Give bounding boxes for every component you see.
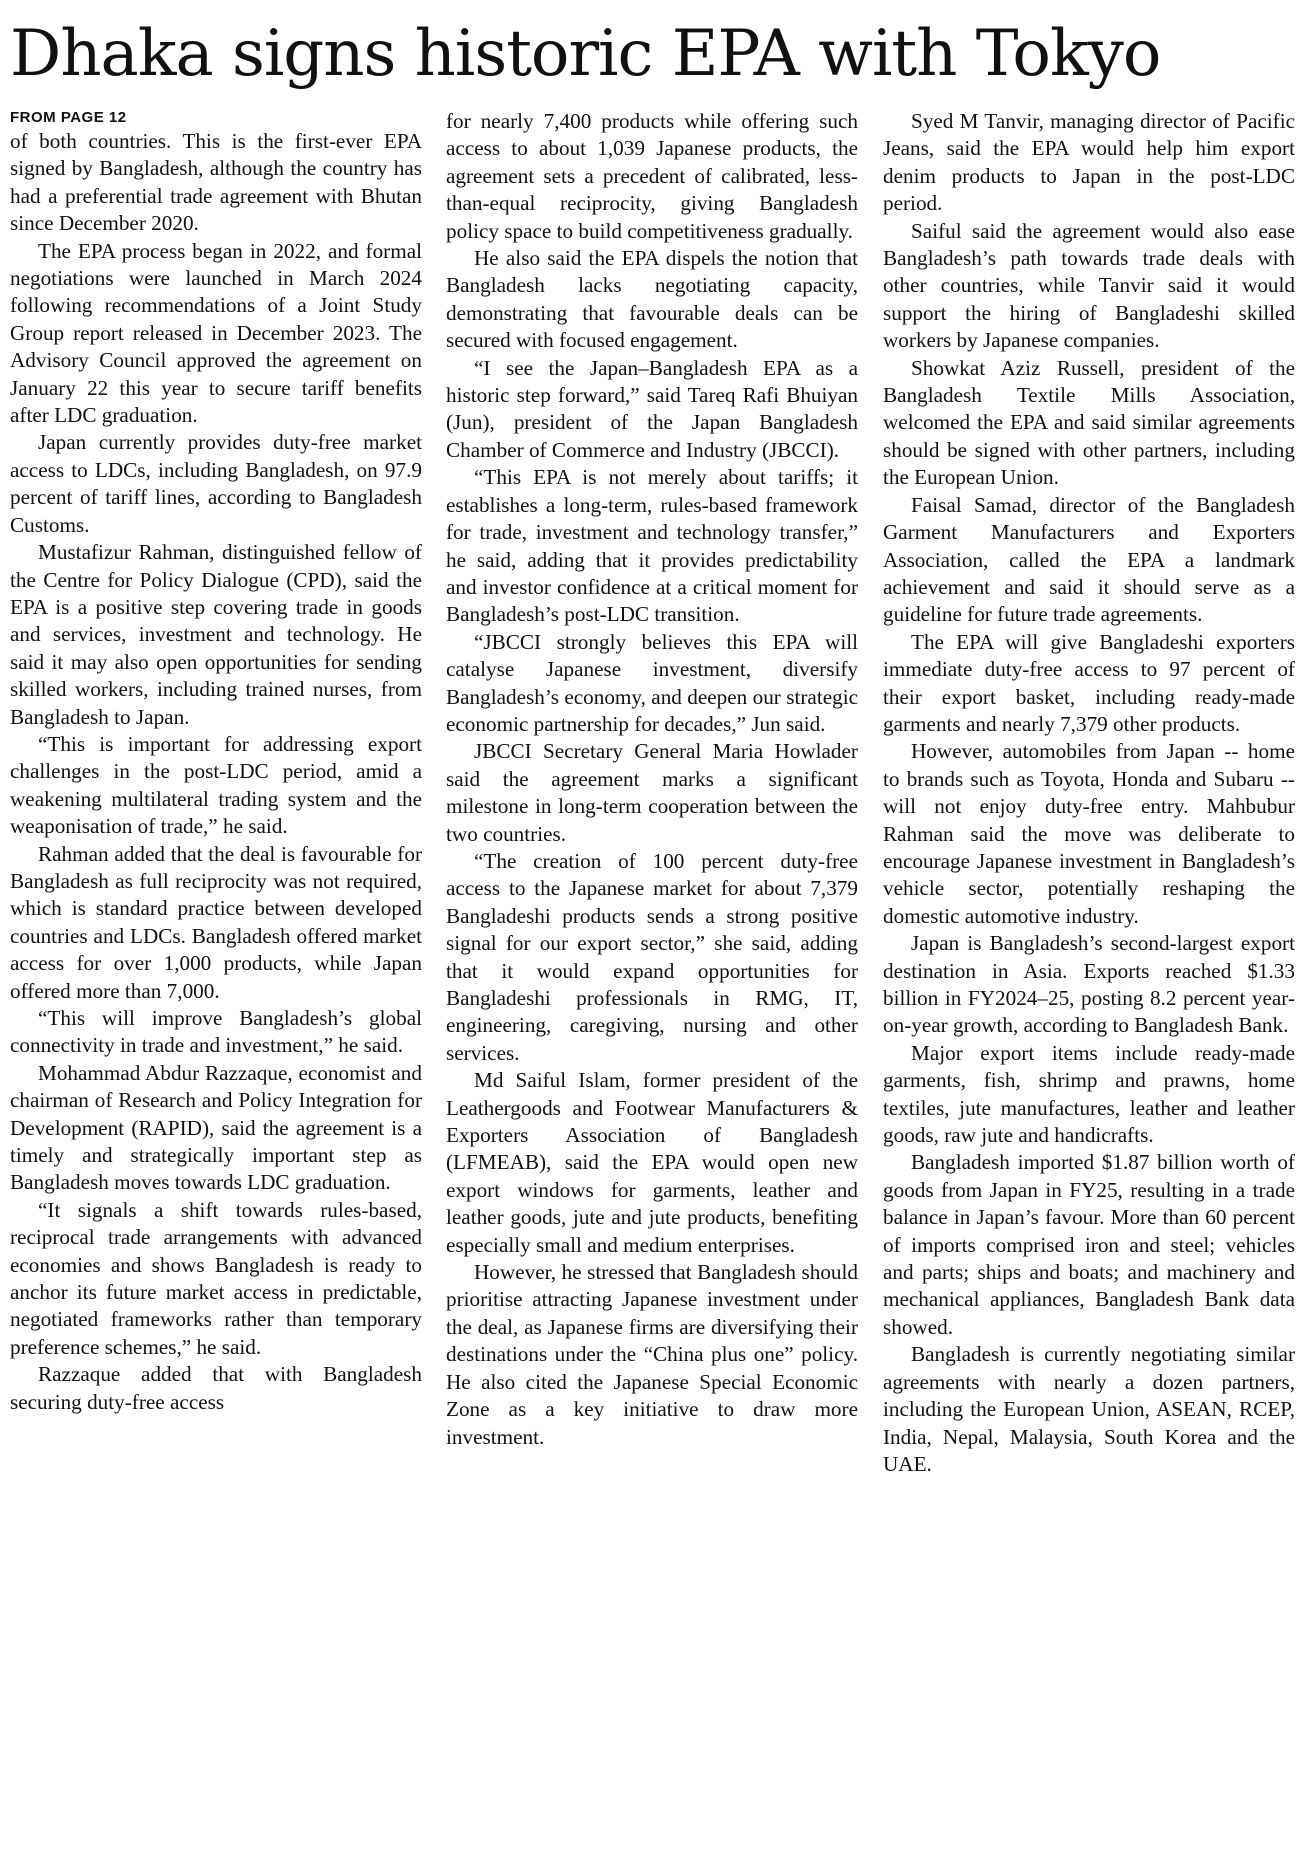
paragraph: Showkat Aziz Russell, president of the Bangladesh Textile Mills Association, welcomed the EPA and said similar agreements should be signed with other partners, including the European Union. [883,355,1295,490]
paragraph: Mohammad Abdur Razzaque, economist and chairman of Research and Policy Integration for Development (RAPID), said the agreement is a timely and strategically important step as Bangladesh moves towards LDC graduation. [10,1060,422,1195]
paragraph: Bangladesh imported $1.87 billion worth of goods from Japan in FY25, resulting in a trade balance in Japan’s favour. More than 60 percent of imports comprised iron and steel; vehicles and parts; ships and boats; and machinery and mechanical appliances, Bangladesh Bank data showed. [883,1150,1295,1339]
paragraph: “This will improve Bangladesh’s global connectivity in trade and investment,” he said. [10,1006,422,1058]
paragraph: Razzaque added that with Bangladesh securing duty-free access [10,1362,422,1414]
paragraph: The EPA process began in 2022, and formal negotiations were launched in March 2024 following recommendations of a Joint Study Group report released in December 2023. The Advisory Council approved the agreement on January 22 this year to secure tariff benefits after LDC graduation. [10,238,422,428]
paragraph: Japan is Bangladesh’s second-largest export destination in Asia. Exports reached $1.33 billion in FY2024–25, posting 8.2 percent year-on-year growth, according to Bangladesh Bank. [883,931,1295,1038]
paragraph: “I see the Japan–Bangladesh EPA as a historic step forward,” said Tareq Rafi Bhuiyan (Jun), president of the Japan Bangladesh Chamber of Commerce and Industry (JBCCI). [446,355,858,462]
paragraph: Saiful said the agreement would also ease Bangladesh’s path towards trade deals with other countries, while Tanvir said it would support the hiring of Bangladeshi skilled workers by Japanese companies. [883,218,1295,353]
paragraph: Rahman added that the deal is favourable for Bangladesh as full reciprocity was not required, which is standard practice between developed countries and LDCs. Bangladesh offered market access for over 1,000 products, while Japan offered more than 7,000. [10,841,422,1003]
paragraph: “The creation of 100 percent duty-free access to the Japanese market for about 7,379 Bangladeshi products sends a strong positive signal for our export sector,” she said, adding that it would expand opportunities for Bangladeshi professionals in RMG, IT, engineering, caregiving, nursing and other services. [446,848,858,1065]
paragraph: Syed M Tanvir, managing director of Pacific Jeans, said the EPA would help him export denim products to Japan in the post-LDC period. [883,109,1295,216]
paragraph: Mustafizur Rahman, distinguished fellow of the Centre for Policy Dialogue (CPD), said the EPA is a positive step covering trade in goods and services, investment and technology. He said it may also open opportunities for sending skilled workers, including trained nurses, from Bangladesh to Japan. [10,540,422,729]
paragraph: Japan currently provides duty-free market access to LDCs, including Bangladesh, on 97.9 percent of tariff lines, according to Bangladesh Customs. [10,430,422,537]
paragraph: for nearly 7,400 products while offering such access to about 1,039 Japanese products, the agreement sets a precedent of calibrated, less-than-equal reciprocity, giving Bangladesh policy space to build competitiveness gradually. [446,109,858,243]
article-column-3 [883,108,1295,1478]
paragraph: The EPA will give Bangladeshi exporters immediate duty-free access to 97 percent of their export basket, including ready-made garments and nearly 7,379 other products. [883,629,1295,736]
paragraph: of both countries. This is the first-ever EPA signed by Bangladesh, although the country has had a preferential trade agreement with Bhutan since December 2020. [10,129,422,236]
paragraph: Major export items include ready-made garments, fish, shrimp and prawns, home textiles, jute manufactures, leather and leather goods, raw jute and handicrafts. [883,1040,1295,1148]
paragraph: “This EPA is not merely about tariffs; it establishes a long-term, rules-based framework for trade, investment and technology transfer,” he said, adding that it provides predictability and investor confidence at a critical moment for Bangladesh’s post-LDC transition. [446,465,858,627]
paragraph: “It signals a shift towards rules-based, reciprocal trade arrangements with advanced economies and shows Bangladesh is ready to anchor its future market access in predictable, negotiated frameworks rather than temporary preference schemes,” he said. [10,1197,422,1359]
paragraph: However, he stressed that Bangladesh should prioritise attracting Japanese investment under the deal, as Japanese firms are diversifying their destinations under the “China plus one” policy. He also cited the Japanese Special Economic Zone as a key initiative to draw more investment. [446,1260,858,1449]
continuation-kicker: FROM PAGE 12 [10,109,127,126]
paragraph: JBCCI Secretary General Maria Howlader said the agreement marks a significant milestone in long-term cooperation between the two countries. [446,739,858,846]
article-column-2 [446,108,858,1451]
paragraph: Bangladesh is currently negotiating similar agreements with nearly a dozen partners, including the European Union, ASEAN, RCEP, India, Nepal, Malaysia, South Korea and the UAE. [883,1342,1295,1476]
paragraph: However, automobiles from Japan -- home to brands such as Toyota, Honda and Subaru -- will not enjoy duty-free entry. Mahbubur Rahman said the move was deliberate to encourage Japanese investment in Bangladesh’s vehicle sector, potentially reshaping the domestic automotive industry. [883,739,1295,928]
paragraph: “JBCCI strongly believes this EPA will catalyse Japanese investment, diversify Bangladesh’s economy, and deepen our strategic economic partnership for decades,” Jun said. [446,629,858,736]
paragraph: Faisal Samad, director of the Bangladesh Garment Manufacturers and Exporters Association, called the EPA a landmark achievement and said it should serve as a guideline for future trade agreements. [883,492,1295,627]
paragraph: Md Saiful Islam, former president of the Leathergoods and Footwear Manufacturers & Exporters Association of Bangladesh (LFMEAB), said the EPA would open new export windows for garments, leather and leather goods, jute and jute products, benefiting especially small and medium enterprises. [446,1068,858,1257]
article-column-1 [10,108,422,1416]
paragraph: He also said the EPA dispels the notion that Bangladesh lacks negotiating capacity, demonstrating that favourable deals can be secured with focused engagement. [446,246,858,353]
paragraph: “This is important for addressing export challenges in the post-LDC period, amid a weakening multilateral trading system and the weaponisation of trade,” he said. [10,731,422,839]
headline: Dhaka signs historic EPA with Tokyo [10,17,1161,91]
